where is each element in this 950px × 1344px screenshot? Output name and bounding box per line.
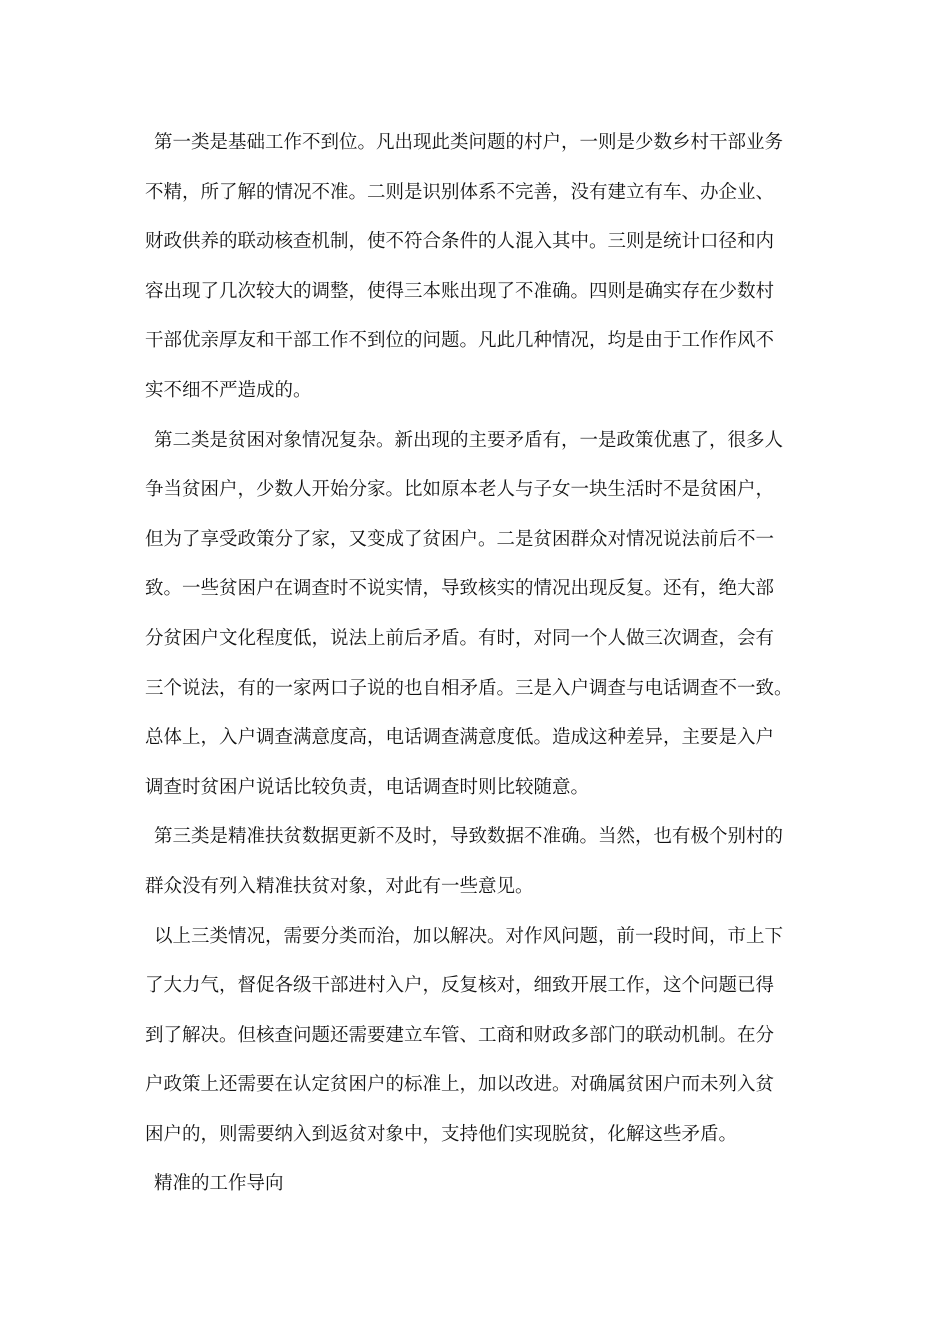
section-heading xyxy=(145,1159,815,1209)
text-line: 户政策上还需要在认定贫困户的标准上，加以改进。对确属贫困户而未列入贫 xyxy=(145,1074,775,1096)
text-line: 三个说法，有的一家两口子说的也自相矛盾。三是入户调查与电话调查不一致。 xyxy=(145,677,793,699)
text-line: 了大力气，督促各级干部进村入户，反复核对，细致开展工作，这个问题已得 xyxy=(145,975,775,997)
text-line: 分贫困户文化程度低，说法上前后矛盾。有时，对同一个人做三次调查，会有 xyxy=(145,627,775,649)
text-line: 到了解决。但核查问题还需要建立车管、工商和财政多部门的联动机制。在分 xyxy=(145,1024,775,1046)
text-line: 群众没有列入精准扶贫对象，对此有一些意见。 xyxy=(145,875,534,897)
text-line: 财政供养的联动核查机制，使不符合条件的人混入其中。三则是统计口径和内 xyxy=(145,231,775,253)
text-line: 以上三类情况，需要分类而治，加以解决。对作风问题，前一段时间，市上下 xyxy=(154,925,784,947)
text-line: 困户的，则需要纳入到返贫对象中，支持他们实现脱贫，化解这些矛盾。 xyxy=(145,1123,738,1145)
text-line: 不精，所了解的情况不准。二则是识别体系不完善，没有建立有车、办企业、 xyxy=(145,181,775,203)
text-line: 实不细不严造成的。 xyxy=(145,379,312,401)
paragraph-3 xyxy=(145,812,815,911)
heading-line: 精准的工作导向 xyxy=(154,1173,284,1195)
text-line: 总体上，入户调查满意度高，电话调查满意度低。造成这种差异，主要是入户 xyxy=(145,727,775,749)
text-line: 致。一些贫困户在调查时不说实情，导致核实的情况出现反复。还有，绝大部 xyxy=(145,578,775,600)
text-line: 容出现了几次较大的调整，使得三本账出现了不准确。四则是确实存在少数村 xyxy=(145,280,775,302)
paragraph-4 xyxy=(145,912,815,1160)
text-line: 第二类是贫困对象情况复杂。新出现的主要矛盾有，一是政策优惠了，很多人 xyxy=(154,429,784,451)
text-line: 干部优亲厚友和干部工作不到位的问题。凡此几种情况，均是由于工作作风不 xyxy=(145,330,775,352)
paragraph-1 xyxy=(145,118,815,416)
text-line: 调查时贫困户说话比较负责，电话调查时则比较随意。 xyxy=(145,776,590,798)
paragraph-2 xyxy=(145,416,815,813)
text-line: 第一类是基础工作不到位。凡出现此类问题的村户，一则是少数乡村干部业务 xyxy=(154,132,784,153)
text-line: 但为了享受政策分了家，又变成了贫困户。二是贫困群众对情况说法前后不一 xyxy=(145,528,775,550)
document-body xyxy=(145,118,815,1209)
text-line: 争当贫困户，少数人开始分家。比如原本老人与子女一块生活时不是贫困户， xyxy=(145,479,775,501)
text-line: 第三类是精准扶贫数据更新不及时，导致数据不准确。当然，也有极个别村的 xyxy=(154,826,784,848)
